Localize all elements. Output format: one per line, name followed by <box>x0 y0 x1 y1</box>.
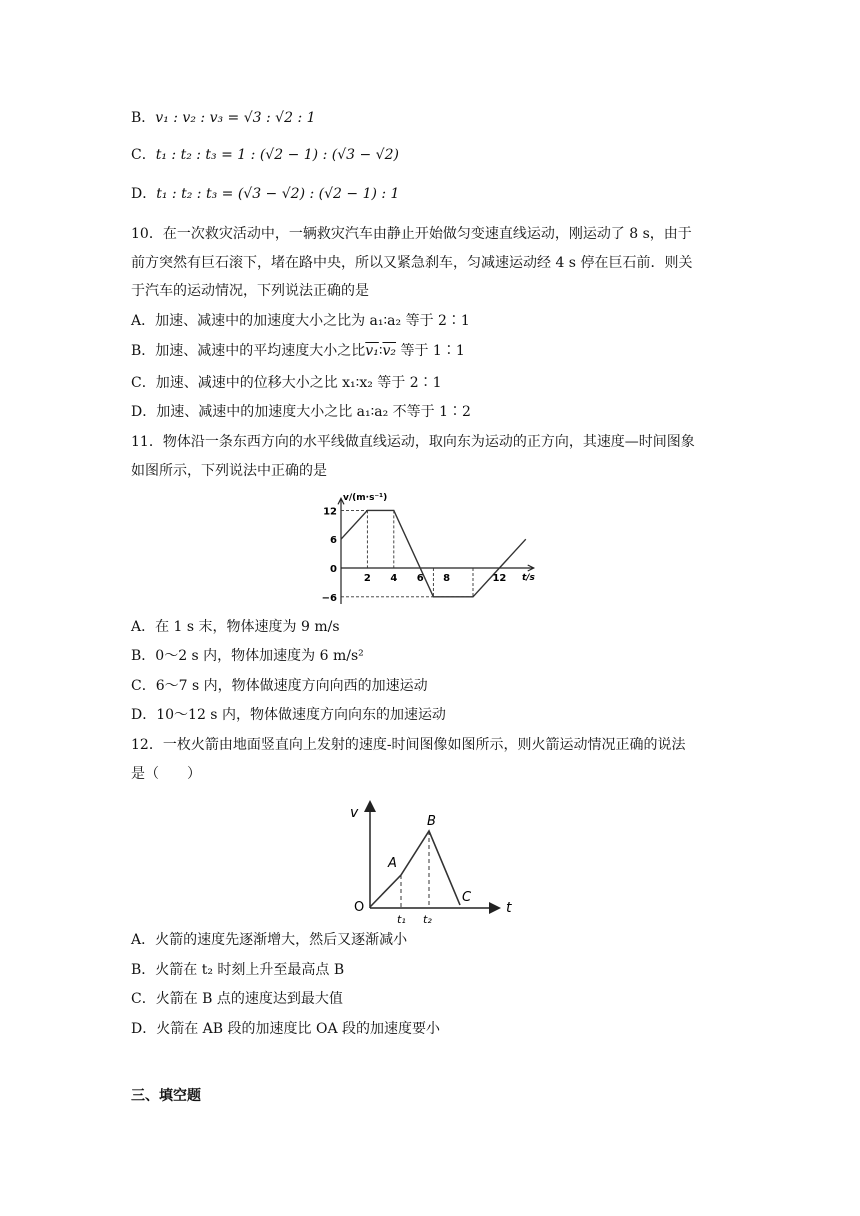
q10-stem-3: 于汽车的运动情况，下列说法正确的是 <box>131 283 369 299</box>
option-c-prev: C．t₁ : t₂ : t₃ = 1 : (√2 − 1) : (√3 − √2) <box>131 147 399 163</box>
q10-option-d: D．加速、减速中的加速度大小之比 a₁∶a₂ 不等于 1∶2 <box>131 404 471 420</box>
fig12-t1-label: t₁ <box>397 913 406 926</box>
fig11-xtick-4: 12 <box>492 573 507 584</box>
q10-stem-1: 10．在一次救灾活动中，一辆救灾汽车由静止开始做匀变速直线运动，刚运动了 8 s，由于 <box>131 226 692 242</box>
section-heading: 三、填空题 <box>131 1088 201 1104</box>
fig12-o-label: O <box>354 900 365 915</box>
q12-option-c: C．火箭在 B 点的速度达到最大值 <box>131 991 343 1007</box>
fig11-xtick-1: 4 <box>390 573 398 584</box>
q12-option-a: A．火箭的速度先逐渐增大，然后又逐渐减小 <box>131 932 408 948</box>
q11-option-b: B．0～2 s 内，物体加速度为 6 m/s² <box>131 648 364 664</box>
fig12-v-label: v <box>350 805 359 821</box>
q12-option-d: D．火箭在 AB 段的加速度比 OA 段的加速度要小 <box>131 1021 441 1037</box>
q11-stem-2: 如图所示，下列说法中正确的是 <box>131 463 327 479</box>
fig12-b-label: B <box>427 814 436 829</box>
fig11-ytick-2: 0 <box>330 564 337 575</box>
fig12-c-label: C <box>462 890 472 905</box>
fig11-ytick-1: 6 <box>330 535 337 547</box>
fig11-xlabel: t/s <box>521 573 535 583</box>
v1-bar: v₁ <box>365 343 379 359</box>
fig11-ylabel: v/(m·s⁻¹) <box>343 493 388 503</box>
fig12-curve <box>370 831 460 907</box>
q10-option-b: B．加速、减速中的平均速度大小之比v₁∶v₂ 等于 1∶1 <box>131 343 465 359</box>
fig12-t-label: t <box>506 900 512 916</box>
option-d-prev: D．t₁ : t₂ : t₃ = (√3 − √2) : (√2 − 1) : 1 <box>131 186 400 202</box>
fig12-a-label: A <box>388 856 397 871</box>
fig11-xtick-3: 8 <box>443 573 451 584</box>
q12-stem-1: 12．一枚火箭由地面竖直向上发射的速度-时间图像如图所示，则火箭运动情况正确的说法 <box>131 737 686 753</box>
fig11-ytick-3: −6 <box>321 592 337 604</box>
vt-graph-q11 <box>313 490 533 610</box>
q11-option-a: A．在 1 s 末，物体速度为 9 m/s <box>131 619 340 635</box>
fig11-xtick-0: 2 <box>363 573 371 584</box>
q12-option-b: B．火箭在 t₂ 时刻上升至最高点 B <box>131 962 345 978</box>
vt-graph-q12 <box>338 795 538 925</box>
q12-stem-2: 是（ ） <box>131 766 201 782</box>
option-b-prev: B．v₁ : v₂ : v₃ = √3 : √2 : 1 <box>131 110 316 126</box>
q10-option-c: C．加速、减速中的位移大小之比 x₁∶x₂ 等于 2∶1 <box>131 375 442 391</box>
fig11-xtick-2: 6 <box>416 573 424 584</box>
q11-option-c: C．6～7 s 内，物体做速度方向向西的加速运动 <box>131 678 428 694</box>
v2-bar: v₂ <box>382 343 397 359</box>
fig12-t2-label: t₂ <box>423 913 432 926</box>
q10-stem-2: 前方突然有巨石滚下，堵在路中央，所以又紧急刹车，匀减速运动经 4 s 停在巨石前．则关 <box>131 255 693 271</box>
q11-option-d: D．10～12 s 内，物体做速度方向向东的加速运动 <box>131 707 446 723</box>
q11-stem-1: 11．物体沿一条东西方向的水平线做直线运动，取向东为运动的正方向，其速度—时间图象 <box>131 434 695 450</box>
q10-option-a: A．加速、减速中的加速度大小之比为 a₁∶a₂ 等于 2∶1 <box>131 313 470 329</box>
fig11-ytick-0: 12 <box>323 506 337 518</box>
